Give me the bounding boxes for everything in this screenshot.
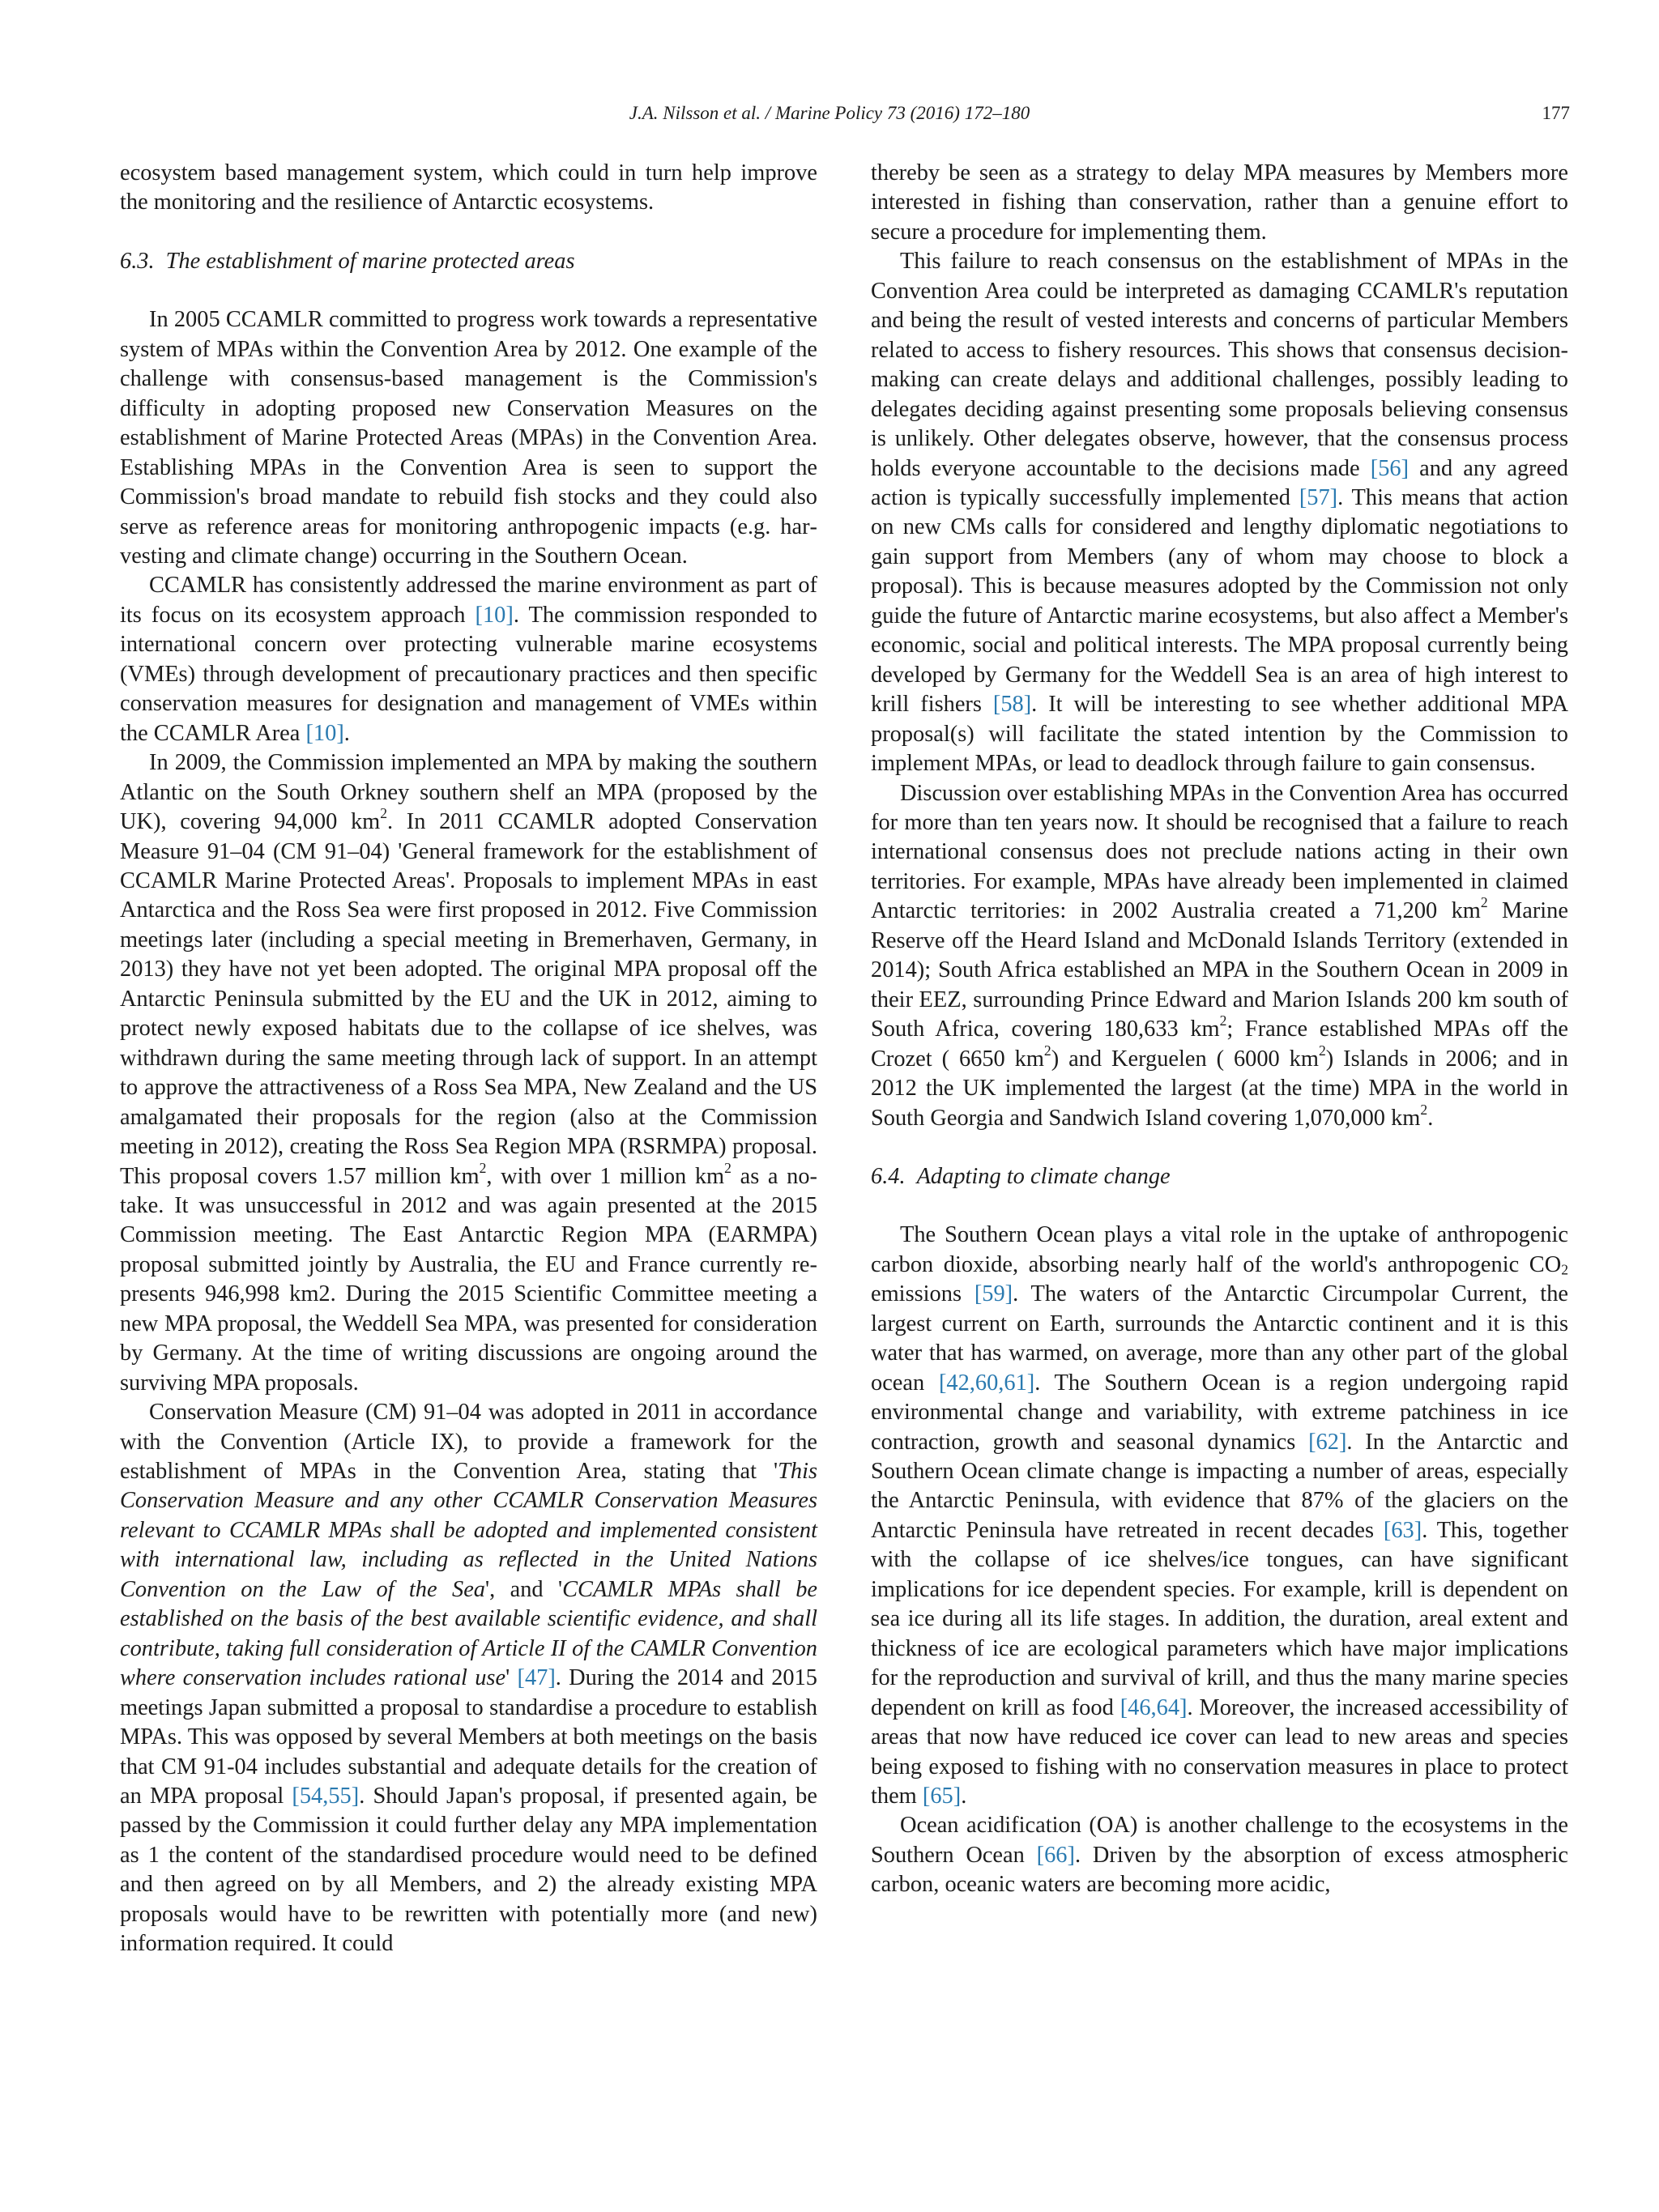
citation-link[interactable]: [58] <box>992 692 1032 718</box>
section-heading-6-4 <box>871 1162 1568 1191</box>
citation-link[interactable]: [59] <box>974 1281 1013 1307</box>
left-column <box>120 159 817 1959</box>
section-heading-6-3 <box>120 247 817 276</box>
paragraph: In 2009, the Commission implemented an MPA by making the southern Atlantic on the South Orkney southern shelf an MPA (proposed by the UK), covering 94,000 $km^2$. In 2011 CCAMLR adopted Conservation Measure 91–04 (CM 91–04) 'General framework for the establishment of CCAMLR Marine Protected Areas'. Proposals to implement MPAs in east Antarctica and the Ross Sea were first proposed in 2012. Five Commission meetings later (including a special meeting in Bremerhaven, Germany, in 2013) they have not yet been adopted. The original MPA proposal off the Antarctic Peninsula submitted by the EU and the UK in 2012, aiming to protect newly exposed habitats due to the collapse of ice shelves, was withdrawn during the same meeting through lack of support. In an attempt to approve the attractiveness of a Ross Sea MPA, New Zealand and the US amalgamated their proposals for the region (also at the Commission meeting in 2012), creating the Ross Sea Region MPA (RSRMPA) proposal. This proposal covers 1.57 million $km^2$, with over 1 million $km^2$ as a no-take. It was unsuccessful in 2012 and was again presented at the 2015 Commission meeting. The East Antarctic Region MPA (EARMPA) proposal submitted jointly by Australia, the EU and France currently represents 946,998 km2. During the 2015 Scientific Committee meeting a new MPA proposal, the Weddell Sea MPA, was presented for consideration by Germany. At the time of writing discussions are ongoing around the surviving MPA proposals. <box>120 750 817 1396</box>
paragraph: thereby be seen as a strategy to delay MPA measures by Members more interested in fishing than conservation, rather than a genuine effort to secure a procedure for implementing them. <box>871 160 1568 245</box>
paragraph: In 2005 CCAMLR committed to progress work towards a representative system of MPAs within the Convention Area by 2012. One example of the challenge with consensus-based management is the Commission's difficulty in adopting proposed new Conservation Measures on the establishment of Marine Protected Areas (MPAs) in the Convention Area. Establishing MPAs in the Convention Area is seen to support the Commission's broad mandate to rebuild fish stocks and they could also serve as reference areas for monitoring anthropogenic impacts (e.g. harvesting and climate change) occurring in the Southern Ocean. <box>120 307 817 569</box>
page-header <box>0 99 1659 128</box>
paragraph: CCAMLR has consistently addressed the marine environment as part of its focus on its ecosystem approach [10]. The commission responded to international concern over protecting vulnerable marine ecosystems (VMEs) through development of precautionary practices and then specific conservation measures for designation and management of VMEs within the CCAMLR Area [10]. <box>120 573 817 746</box>
citation-link[interactable]: [56] <box>1370 455 1410 481</box>
citation-link[interactable]: [63] <box>1383 1517 1422 1543</box>
section-number: 6.3. <box>120 248 155 274</box>
citation-link[interactable]: [57] <box>1299 484 1338 510</box>
paragraph: Ocean acidification (OA) is another challenge to the ecosystems in the Southern Ocean [66]. Driven by the absorption of excess atmospheric carbon, oceanic waters are becoming more acidic, <box>871 1813 1568 1898</box>
citation-link[interactable]: [46,64] <box>1120 1694 1188 1720</box>
page-number: 177 <box>1542 103 1570 123</box>
paragraph: Conservation Measure (CM) 91–04 was adopted in 2011 in accordance with the Convention (Article IX), to provide a framework for the establishment of MPAs in the Convention Area, stating that 'This Conservation Measure and any other CCAMLR Conservation Measures relevant to CCAMLR MPAs shall be adopted and implemented consistent with international law, including as reflected in the United Nations Convention on the Law of the Sea', and 'CCAMLR MPAs shall be established on the basis of the best available scientific evidence, and shall contribute, taking full consideration of Article II of the CAMLR Convention where conservation includes rational use' [47]. During the 2014 and 2015 meetings Japan submitted a proposal to standardise a procedure to establish MPAs. This was opposed by several Members at both meetings on the basis that CM 91-04 includes substantial and adequate details for the creation of an MPA proposal [54,55]. Should Japan's proposal, if presented again, be passed by the Commission it could further delay any MPA implementation as 1 the content of the standardised procedure would need to be defined and then agreed on by all Members, and 2) the already existing MPA proposals would have to be rewritten with potentially more (and new) information required. It could <box>120 1400 818 1957</box>
citation-link[interactable]: [65] <box>922 1784 962 1809</box>
citation-link[interactable]: [62] <box>1308 1429 1347 1455</box>
section-title: The establishment of marine protected areas <box>165 248 575 274</box>
citation-link[interactable]: [47] <box>517 1665 556 1691</box>
right-column <box>871 159 1568 1900</box>
quotation: This Conservation Measure and any other CCAMLR Conservation Measures relevant to CCAMLR MPAs shall be adopted and implemented consistent with international law, including as reflected in the United Nations Convention on the Law of the Sea <box>120 1459 817 1602</box>
paragraph: The Southern Ocean plays a vital role in the uptake of anthropogenic carbon dioxide, absorbing nearly half of the world's anthropogenic $CO_2$ emissions [59]. The waters of the Antarctic Circumpolar Current, the largest current on Earth, surrounds the Antarctic continent and it is this water that has warmed, on average, more than any other part of the global ocean [42,60,61]. The Southern Ocean is a region undergoing rapid environmental change and variability, with extreme patchiness in ice contraction, growth and seasonal dynamics [62]. In the Antarctic and Southern Ocean climate change is impacting a number of areas, especially the Antarctic Peninsula, with evidence that 87% of the glaciers on the Antarctic Peninsula have retreated in recent decades [63]. This, together with the collapse of ice shelves/ice tongues, can have significant implications for ice dependent species. For example, krill is dependent on sea ice during all its life stages. In addition, the duration, areal extent and thickness of ice are ecological parameters which have major implications for the reproduction and survival of krill, and thus the many marine species dependent on krill as food [46,64]. Moreover, the increased accessibility of areas that now have reduced ice cover can lead to new areas and species being exposed to fishing with no conservation measures in place to protect them [65]. <box>871 1222 1569 1809</box>
paragraph: This failure to reach consensus on the establishment of MPAs in the Convention Area could be interpreted as damaging CCAMLR's reputation and being the result of vested interests and concerns of particular Members related to access to fishery resources. This shows that consensus decision-making can create delays and additional challenges, possibly leading to delegates deciding against presenting some proposals believing consensus is unlikely. Other delegates observe, however, that the consensus process holds everyone accountable to the decisions made [56] and any agreed action is typically successfully implemented [57]. This means that action on new CMs calls for considered and lengthy diplomatic negotiations to gain support from Members (any of whom may choose to block a proposal). This is because measures adopted by the Commission not only guide the future of Antarctic marine ecosystems, but also affect a Member's economic, social and political interests. The MPA proposal currently being developed by Germany for the Weddell Sea is an area of high interest to krill fishers [58]. It will be interesting to see whether additional MPA proposal(s) will facilitate the stated intention by the Commission to implement MPAs, or lead to deadlock through failure to gain consensus. <box>871 249 1568 777</box>
citation-link[interactable]: [54,55] <box>292 1784 360 1809</box>
paragraph: ecosystem based management system, which could in turn help improve the monitoring and the resilience of Antarctic ecosystems. <box>120 160 817 215</box>
quotation: CCAMLR MPAs shall be established on the basis of the best available scientific evidence, and shall contribute, taking full consideration of Article II of the CAMLR Convention where conservation includes rational use <box>120 1576 818 1691</box>
citation-link[interactable]: [42,60,61] <box>938 1370 1035 1396</box>
running-head: J.A. Nilsson et al. / Marine Policy 73 (2016) 172–180 <box>629 103 1030 123</box>
citation-link[interactable]: [10] <box>305 720 344 746</box>
section-title: Adapting to climate change <box>916 1163 1171 1189</box>
paragraph: Discussion over establishing MPAs in the Convention Area has occurred for more than ten years now. It should be recognised that a failure to reach international consensus does not preclude nations acting in their own territories. For example, MPAs have already been implemented in claimed Antarctic territories: in 2002 Australia created a 71,200 $km^2$ Marine Reserve off the Heard Island and McDonald Islands Territory (extended in 2014); South Africa established an MPA in the Southern Ocean in 2009 in their EEZ, surrounding Prince Edward and Marion Islands 200 km south of South Africa, covering 180,633 $km^2$; France established MPAs off the Crozet ( 6650 $km^2$) and Kerguelen ( 6000 $km^2$) Islands in 2006; and in 2012 the UK implemented the largest (at the time) MPA in the world in South Georgia and Sandwich Island covering 1,070,000 $km^2$. <box>871 780 1569 1131</box>
citation-link[interactable]: [66] <box>1036 1842 1075 1868</box>
citation-link[interactable]: [10] <box>475 602 514 628</box>
section-number: 6.4. <box>871 1163 906 1189</box>
